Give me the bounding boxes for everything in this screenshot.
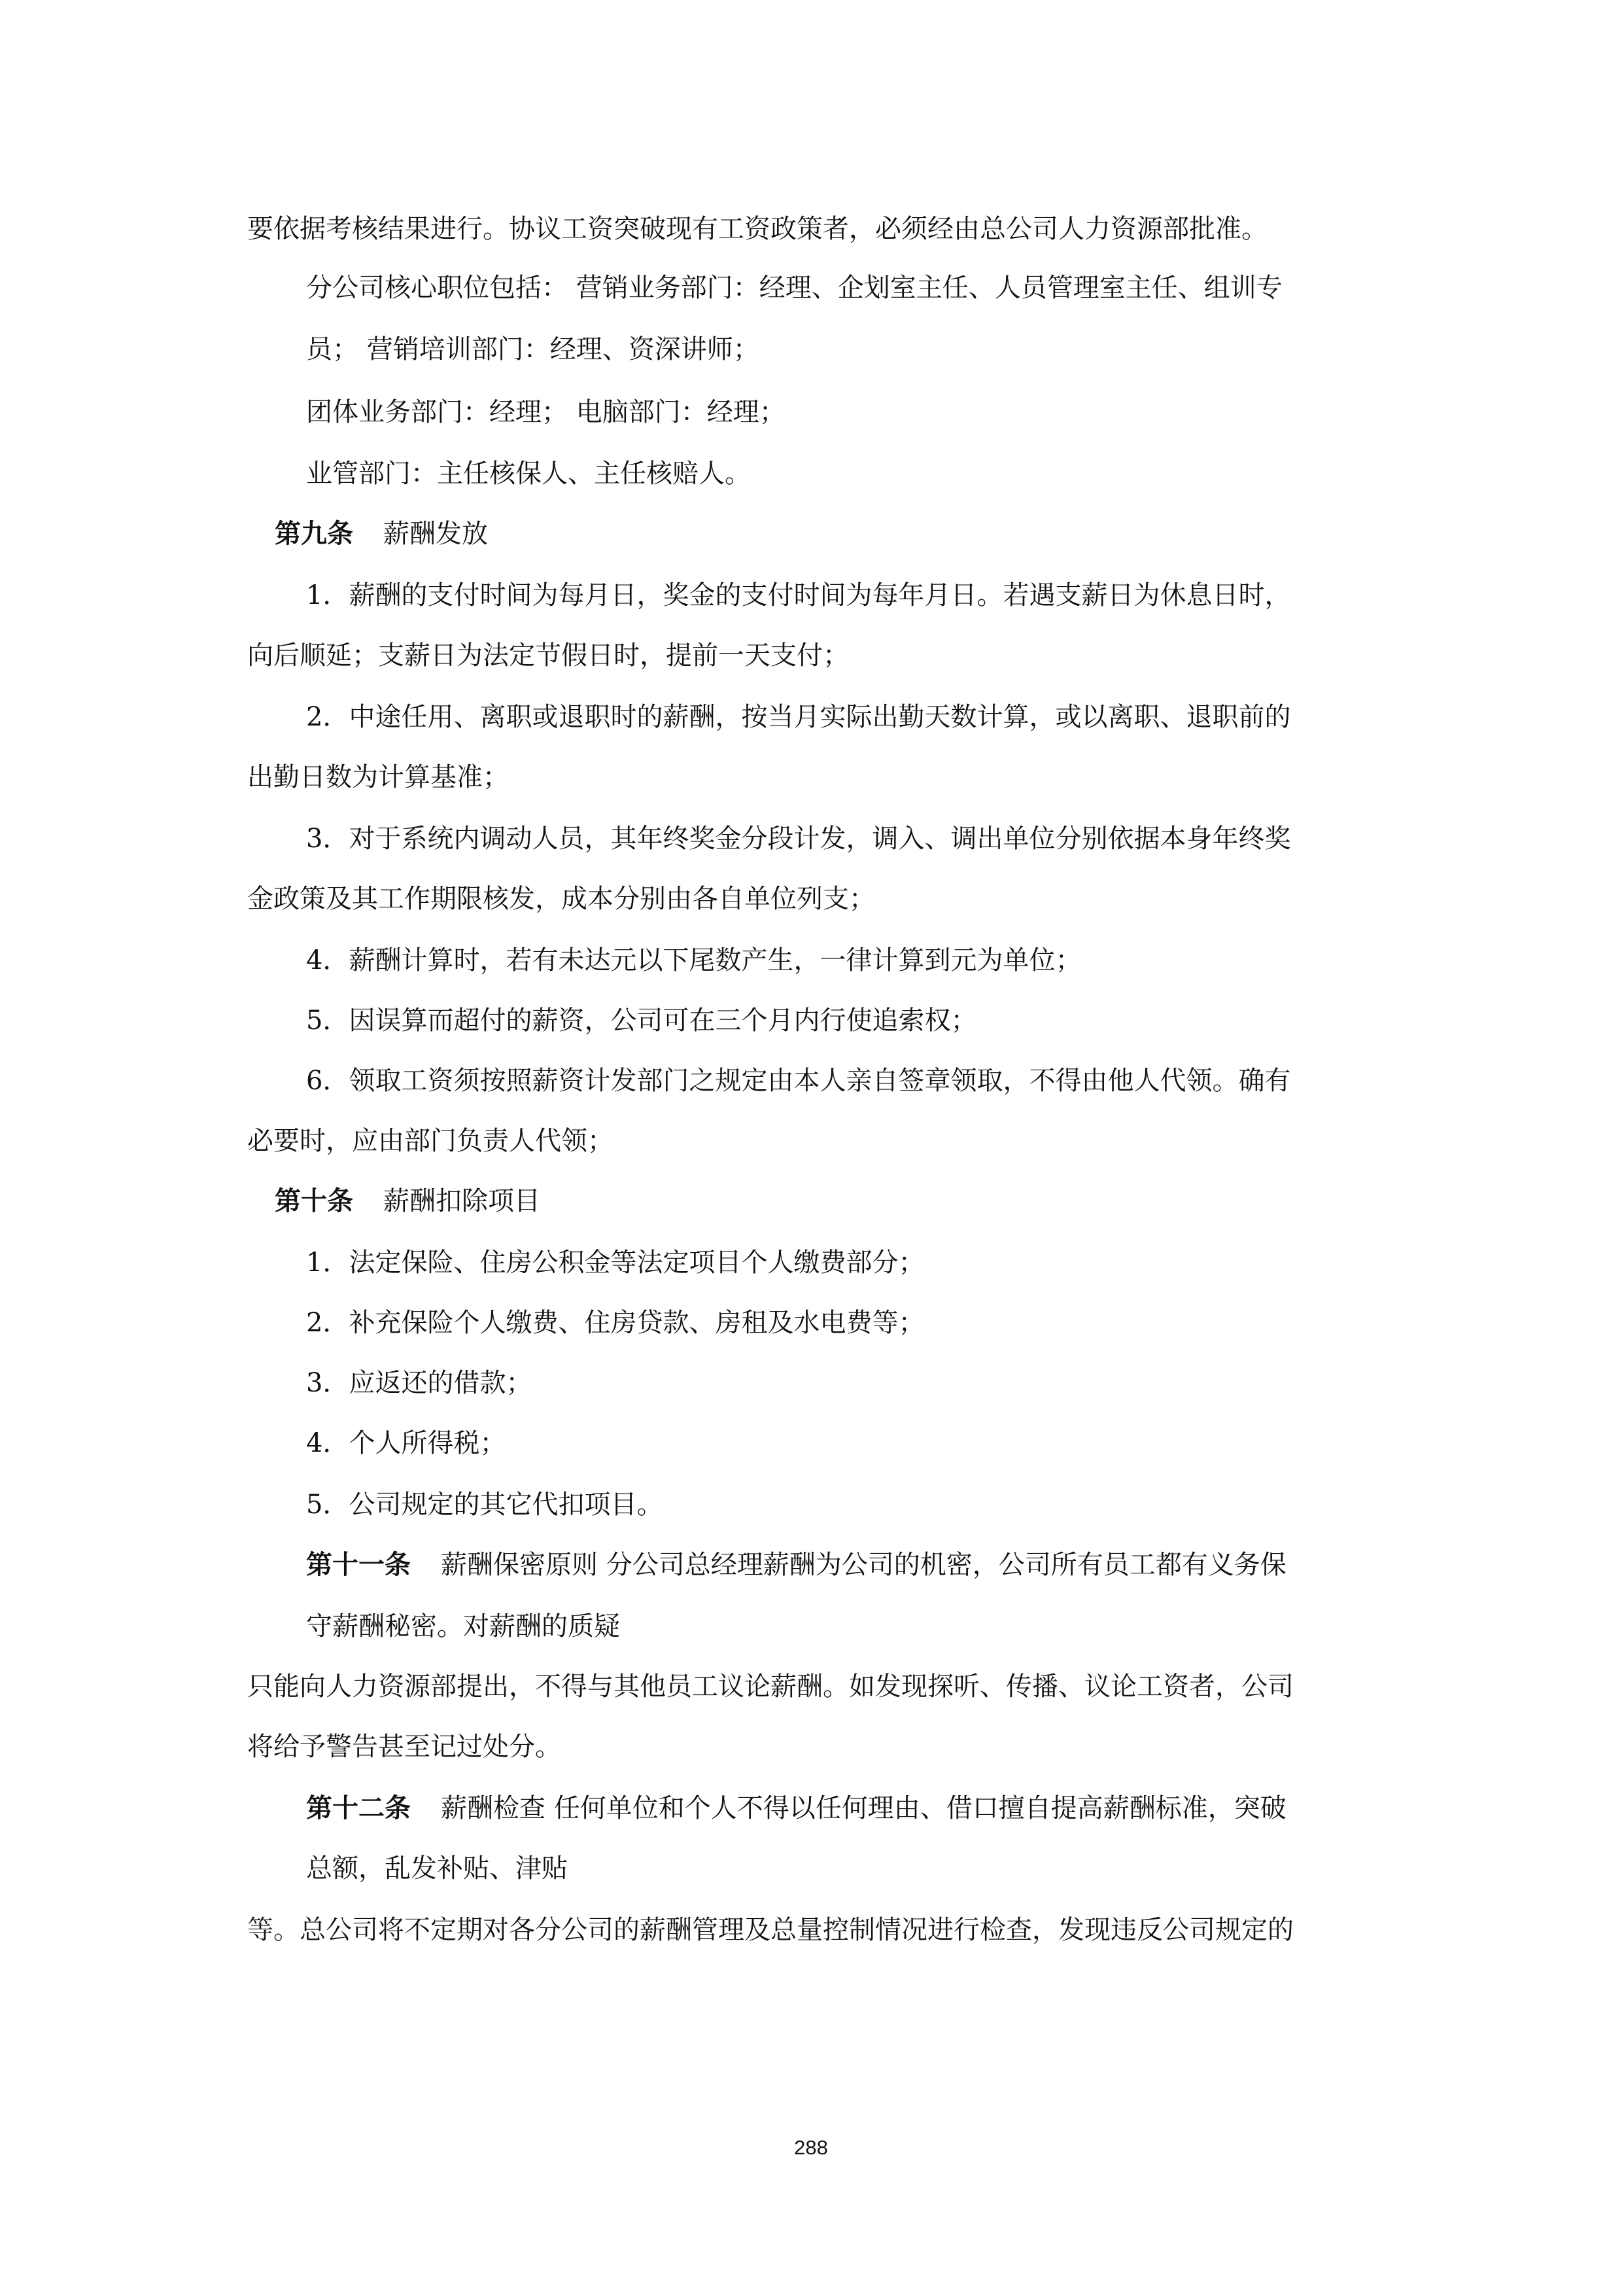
article-number: 第十二条 bbox=[306, 1793, 411, 1823]
article-text: 薪酬保密原则 分公司总经理薪酬为公司的机密，公司所有员工都有义务保 bbox=[441, 1550, 1287, 1580]
article-11-heading bbox=[306, 1548, 1287, 1582]
text-line: 5．因误算而超付的薪资，公司可在三个月内行使追索权； bbox=[306, 1006, 977, 1036]
text-line: 总额，乱发补贴、津贴 bbox=[306, 1853, 568, 1883]
article-title: 薪酬发放 bbox=[383, 519, 488, 549]
text-line: 3．应返还的借款； bbox=[306, 1368, 532, 1398]
text-line: 2．中途任用、离职或退职时的薪酬，按当月实际出勤天数计算，或以离职、退职前的 bbox=[306, 702, 1291, 732]
text-line: 2．补充保险个人缴费、住房贷款、房租及水电费等； bbox=[306, 1308, 925, 1338]
article-title: 薪酬扣除项目 bbox=[383, 1186, 540, 1216]
article-number: 第十条 bbox=[275, 1185, 353, 1216]
text-line: 1．法定保险、住房公积金等法定项目个人缴费部分； bbox=[306, 1248, 925, 1278]
text-line: 4．个人所得税； bbox=[306, 1428, 506, 1458]
article-12-heading bbox=[306, 1791, 1287, 1825]
article-9-heading bbox=[275, 517, 488, 551]
text-line: 要依据考核结果进行。协议工资突破现有工资政策者，必须经由总公司人力资源部批准。 bbox=[247, 214, 1268, 244]
text-line: 5．公司规定的其它代扣项目。 bbox=[306, 1490, 663, 1520]
text-line: 将给予警告甚至记过处分。 bbox=[247, 1732, 561, 1762]
text-line: 守薪酬秘密。对薪酬的质疑 bbox=[306, 1611, 620, 1641]
article-10-heading bbox=[275, 1184, 540, 1218]
text-line: 3．对于系统内调动人员，其年终奖金分段计发，调入、调出单位分别依据本身年终奖 bbox=[306, 824, 1291, 854]
article-number: 第十一条 bbox=[306, 1549, 411, 1580]
text-line: 只能向人力资源部提出，不得与其他员工议论薪酬。如发现探听、传播、议论工资者，公司 bbox=[247, 1672, 1294, 1702]
text-line: 1．薪酬的支付时间为每月日，奖金的支付时间为每年月日。若遇支薪日为休息日时， bbox=[306, 580, 1291, 610]
text-line: 分公司核心职位包括： 营销业务部门：经理、企划室主任、人员管理室主任、组训专 bbox=[306, 273, 1283, 303]
page-number: 288 bbox=[794, 2136, 828, 2159]
text-line: 业管部门：主任核保人、主任核赔人。 bbox=[306, 459, 751, 489]
text-line: 出勤日数为计算基准； bbox=[247, 762, 509, 792]
article-number: 第九条 bbox=[275, 518, 353, 549]
text-line: 员； 营销培训部门：经理、资深讲师； bbox=[306, 334, 759, 364]
text-line: 等。总公司将不定期对各分公司的薪酬管理及总量控制情况进行检查，发现违反公司规定的 bbox=[247, 1915, 1294, 1945]
text-line: 6．领取工资须按照薪资计发部门之规定由本人亲自签章领取，不得由他人代领。确有 bbox=[306, 1066, 1291, 1096]
text-line: 团体业务部门：经理； 电脑部门：经理； bbox=[306, 397, 786, 427]
text-line: 金政策及其工作期限核发，成本分别由各自单位列支； bbox=[247, 884, 875, 914]
text-line: 4．薪酬计算时，若有未达元以下尾数产生，一律计算到元为单位； bbox=[306, 945, 1082, 975]
article-text: 薪酬检查 任何单位和个人不得以任何理由、借口擅自提高薪酬标准，突破 bbox=[441, 1793, 1287, 1823]
text-line: 向后顺延；支薪日为法定节假日时，提前一天支付； bbox=[247, 640, 849, 671]
text-line: 必要时，应由部门负责人代领； bbox=[247, 1126, 613, 1156]
